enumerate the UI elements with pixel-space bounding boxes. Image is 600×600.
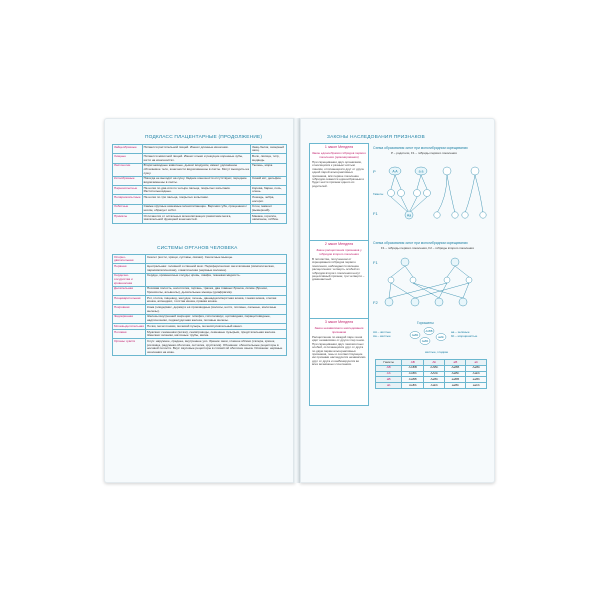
mammal-examples: Лошадь, зебра, носорог. [251,195,287,204]
gamete-row-header: AB [376,365,402,371]
law3-name: 3 закон Менделя [324,320,354,324]
genotype-cell: AaBb [466,365,487,371]
organ-name: Покровная [113,305,146,314]
organ-desc: Носовая полость, носоглотка, гортань, трахея, два главных бронха, лёгкие (бронхи, бронхиолы, альвеолы), дыхательные мышцы (диафрагма). [145,286,286,295]
mammal-examples: Тюлень, морж. [251,163,287,176]
pea-1-label: AaBb [411,334,419,338]
organ-row [113,330,287,339]
legend-right: aa – зелёные bb – морщинистые [451,330,478,338]
mammal-examples: Макака, горилла, шимпанзе, гиббон. [251,214,287,223]
gamete-col-header: AB [402,360,424,366]
mammal-row [113,186,287,195]
organ-name: Дыхательная [113,286,146,295]
organ-name: Мочевыделительная [114,323,144,328]
mammal-row [113,163,287,176]
scheme1-branches [437,175,483,213]
g2-4 [466,277,472,283]
parent-aa-label: a a [418,169,424,174]
mammal-examples: Заяц-беляк, северный заяц. [251,145,287,154]
label-P: P [373,169,376,174]
law2-name: 2 закон Менделя [324,242,354,246]
mammal-name: Хищные [113,154,143,163]
mammal-desc: Питаются животной пищей. Имеют клыки и режущие коренные зубы, когти на конечностях. [142,154,250,163]
f2-4 [459,298,467,306]
f2-3 [435,298,443,306]
scheme1-diagram [371,157,489,227]
genotype-cell: AaBB [402,377,424,383]
legend-left: AA – жёлтые Aa – жёлтые [373,330,391,338]
genotype-cell: aaBB [445,377,466,383]
genotype-cell: Aabb [466,371,487,377]
gamete-a2 [424,190,431,197]
law2-subtitle: Закон расщепления признаков у гибридов второго поколения [316,248,362,256]
label2-F2: F2 [373,300,378,305]
gamete-row-header: ab [376,383,402,389]
genotype-cell: aabb [466,383,487,389]
organs-table [112,254,287,356]
mammal-examples: Слон, мамонт (вымерший). [251,204,287,213]
organ-row [113,286,287,295]
gamete-a1 [414,190,421,197]
mammal-name: Парнокопытные [113,186,143,195]
peas-diagram [371,319,489,359]
scheme1-title: Схема образования зигот при моногибридном скрещивании [373,146,468,150]
g2-2 [410,277,416,283]
g2-1 [388,277,394,283]
gamete-col-header: Ab [424,360,445,366]
gamete-A2 [398,190,405,197]
law1-subtitle: Закон единообразия гибридов первого поколения (доминирования) [311,151,367,159]
organ-row [113,305,287,314]
genotype-cell: AaBb [402,383,424,389]
mammal-desc: Вторичноводные животные, дышат воздухом, имеют удлинённое обтекаемое тело, конечности видоизменены в ласты. Могут выходить на сушу. [143,163,249,175]
label-F1: F1 [373,211,378,216]
legend-bottom: жёлтые, гладкие [425,350,449,354]
organ-desc: Кожа (эпидермис, дерма) и её производные (волосы, ногти, потовые, сальные, молочные железы). [145,305,286,314]
gamete-col-header: aB [445,360,466,366]
mammal-row [113,204,287,213]
organ-row [113,273,287,286]
gamete-row-header: aB [376,377,402,383]
mammal-desc: Самые крупные наземные млекопитающие. Верхняя губа, срощенная с носом, образует хобот. [142,204,250,213]
gamete-col-header: ab [466,360,487,366]
organ-row [113,314,287,323]
mammal-examples: Синий кит, дельфин. [251,176,287,185]
p2-right [471,167,479,175]
genotype-cell: AABB [402,365,424,371]
organ-desc: Слух: наружное, среднее, внутреннее ухо. Зрение: веки, глазное яблоко (склера, зрачок, роговица, радужная оболочка, сетчатка, хрусталик). Обоняние: обонятельные рецепторы в носовой полости. Вкус: вкусовые рецепторы в слизистой оболочке языка. Осязание: нервные окончания на коже. [145,339,286,356]
mammal-row [113,176,287,185]
organ-name: Пищеварительная [113,296,146,305]
pea-3-label: AaBb [421,340,429,344]
organ-desc: Железы внутренней секреции: гипофиз, гипоталамус, щитовидная, паращитовидные, надпочечники, поджелудочная железа, половые железы. [145,314,286,323]
scheme2-lines [389,266,469,298]
pea-2-label: AABB [425,330,433,334]
organ-name: Сердечно-сосудистая и кровеносная [113,273,146,286]
law1-desc: При скрещивании двух организмов, относящихся к разным чистым линиям, отличающихся друг от друга одной парой альтернативных признаков, всё первое поколение гибридов окажется единообразным и будет нести признак одного из родителей. [312,160,365,188]
label-gametes: Гаметы [373,192,384,196]
mammal-row [113,145,287,154]
gametes-table [375,359,487,389]
organ-row [113,296,287,305]
law1-name: 1 закон Менделя [324,145,354,149]
organ-desc: Центральная: головной и спинной мозг. Периферическая: вегетативная (симпатическая, парасимпатическая), соматическая (нервные волокна). [145,264,286,273]
mammal-row [113,214,287,223]
scheme1-lines [391,175,427,213]
pea-4-label: aabb [438,336,444,340]
mammals-table [112,144,287,224]
mammal-desc: На ногах по три пальца, покрытых копытами. [142,195,250,204]
organ-name: Нервная [113,264,146,273]
mammals-title: ПОДКЛАСС ПЛАЦЕНТАРНЫЕ (ПРОДОЛЖЕНИЕ) [145,135,263,140]
genotype-cell: Aabb [424,383,445,389]
organ-row [113,339,287,356]
mammal-desc: Отличаются от остальных млекопитающих развитием мозга, хватательной функцией конечностей. [142,214,250,223]
organ-name: Опорно-двигательная [113,255,146,264]
gamete-row-header: Ab [376,371,402,377]
f1-parent-right [451,258,459,266]
law3-desc: Расщепление по каждой паре генов идёт независимо от других пар генов. При скрещивании двух гомозиготных особей, отличающихся друг от друга по двум парам альтернативных признаков, гены и соответствующие им признаки наследуются независимо друг от друга и комбинируются во всех возможных сочетаниях. [312,335,366,367]
mammal-name: Зайцеобразные [113,145,143,154]
organ-desc: Почки, мочеточники, мочевой пузырь, мочеиспускательный канал. [145,324,286,330]
organs-title: СИСТЕМЫ ОРГАНОВ ЧЕЛОВЕКА [157,246,238,251]
mammal-name: Приматы [113,214,143,223]
organ-desc: Скелет (кости, хрящи, суставы, связки). Скелетные мышцы. [145,255,286,264]
left-page [104,118,295,483]
organ-desc: Сердце, кровеносные сосуды; кровь, лимфа, тканевая жидкость. [145,273,286,286]
genotype-cell: AaBb [424,377,445,383]
law3-subtitle: Закон независимого наследования признаков [314,326,364,334]
g2-3 [444,277,450,283]
genotype-cell: aaBb [466,377,487,383]
peas-label: Горошины [417,321,434,325]
organ-row [113,264,287,273]
law2-box [309,240,369,319]
mammal-row [113,195,287,204]
branch-c2 [452,212,458,218]
p2-left [443,167,451,175]
parent-AA-label: A A [392,169,398,174]
f1-parent-left [401,258,409,266]
label2-F1: F1 [373,260,378,265]
f2-1 [385,298,393,306]
scheme2-diagram [371,252,489,316]
mammal-name: Хоботные [113,204,143,213]
branch-c1 [434,212,440,218]
laws-title: ЗАКОНЫ НАСЛЕДОВАНИЯ ПРИЗНАКОВ [327,135,425,140]
mammal-name: Непарнокопытные [113,195,143,204]
mammal-examples: Волк, лисица, тигр, медведь. [251,154,287,163]
f1-Aa-label: Aa [406,213,412,218]
gametes-header: Гаметы [376,360,402,366]
mammal-desc: Питаются растительной пищей. Имеют длинные кишечник. [142,145,250,154]
scheme1-sub: P – родители, F1 – гибриды первого поколения [391,151,457,155]
law2-desc: В потомстве, полученном от скрещивания гибридов первого поколения, наблюдается явление расщепления: четверть особей из гибридов второго поколения несут рецессивный признак, три четверти – доминантный. [312,257,365,282]
mammal-name: Ластоногие [113,163,143,176]
mammal-desc: На ногах по два или по четыре пальца, покрытых копытами. Растительноядные. [142,186,250,195]
genotype-cell: AAbb [424,371,445,377]
branch-c3 [462,212,468,218]
law3-box [309,318,369,406]
gamete-A1 [388,190,395,197]
organ-name: Половая [113,330,146,339]
f2-2 [411,298,419,306]
scheme2-sub: F1 – гибриды первого поколения, F2 – гибриды второго поколения [381,246,474,250]
gametes-row [376,383,487,389]
organ-name: Органы чувств [113,339,146,356]
genotype-cell: AABb [424,365,445,371]
genotype-cell: AaBb [445,371,466,377]
organ-name: Эндокринная [113,314,146,323]
organ-row [113,255,287,264]
page-gutter [293,118,300,483]
mammal-row [113,154,287,163]
branch-c4 [480,212,486,218]
genotype-cell: AaBB [445,365,466,371]
genotype-cell: aaBb [445,383,466,389]
organ-desc: Мужская: семенники (яички), семяпроводы, семенные пузырьки, предстательная железа. Женская: яичники, маточные трубы, матка. [145,330,286,339]
mammal-name: Китообразные [113,176,143,185]
organ-desc: Рот, глотка, пищевод, желудок, печень, двенадцатиперстная кишка, тонкая кишка, слепая кишка, аппендикс, толстая кишка, прямая кишка. [145,296,286,305]
right-page [300,118,495,483]
genotype-cell: AABb [402,371,424,377]
law1-box [309,143,369,241]
scheme2-title: Схема образования зигот при моногибридном скрещивании [373,241,468,245]
mammal-desc: Никогда не выходят на сушу. Задние конечности отсутствуют, передние видоизменены в ласты. [142,176,250,185]
mammal-examples: Корова, баран, лось, олень. [251,186,287,195]
